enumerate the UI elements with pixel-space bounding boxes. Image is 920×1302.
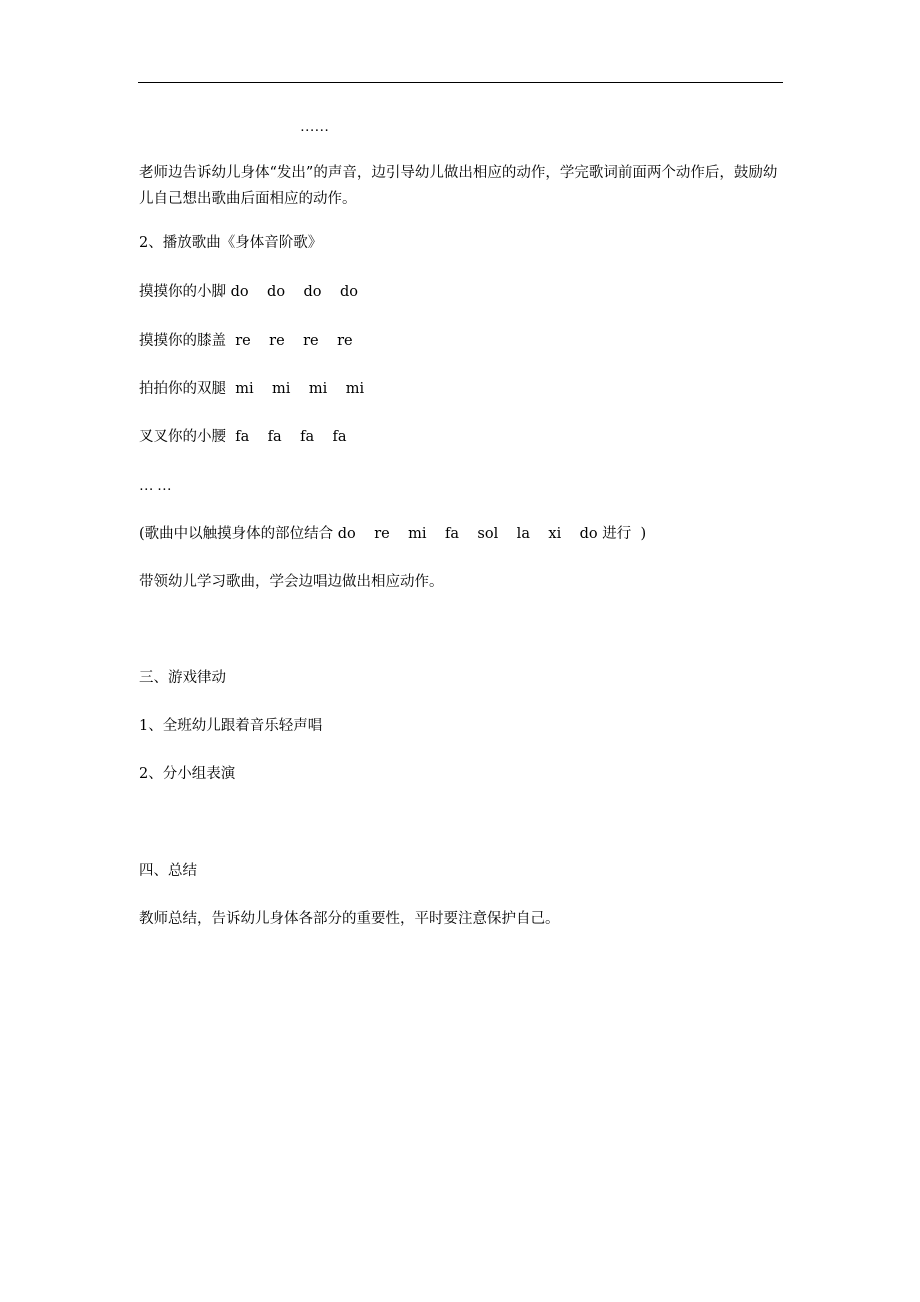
lyric-line-2: 摸摸你的膝盖 re re re re	[139, 333, 353, 349]
section-3-heading: 三、游戏律动	[139, 670, 226, 686]
top-ellipsis: ……	[300, 119, 329, 135]
lyric-line-4: 叉叉你的小腰 fa fa fa fa	[139, 429, 347, 445]
header-rule	[138, 82, 783, 83]
lead-singing-text: 带领幼儿学习歌曲，学会边唱边做出相应动作。	[139, 574, 444, 590]
step-2-heading: 2、播放歌曲《身体音阶歌》	[139, 235, 323, 251]
section-3-item-2: 2、分小组表演	[139, 766, 236, 782]
section-4-summary: 教师总结，告诉幼儿身体各部分的重要性，平时要注意保护自己。	[139, 911, 560, 927]
lyric-line-3: 拍拍你的双腿 mi mi mi mi	[139, 381, 365, 397]
instruction-paragraph: 老师边告诉幼儿身体“发出”的声音，边引导幼儿做出相应的动作，学完歌词前面两个动作后，鼓励幼儿自己想出歌曲后面相应的动作。	[139, 165, 778, 207]
lyrics-ellipsis: … …	[139, 478, 172, 494]
section-3-item-1: 1、全班幼儿跟着音乐轻声唱	[139, 718, 323, 734]
song-note: (歌曲中以触摸身体的部位结合 do re mi fa sol la xi do 进行 )	[139, 526, 647, 542]
section-4-heading: 四、总结	[139, 863, 197, 879]
lyric-line-1: 摸摸你的小脚 do do do do	[139, 284, 358, 300]
